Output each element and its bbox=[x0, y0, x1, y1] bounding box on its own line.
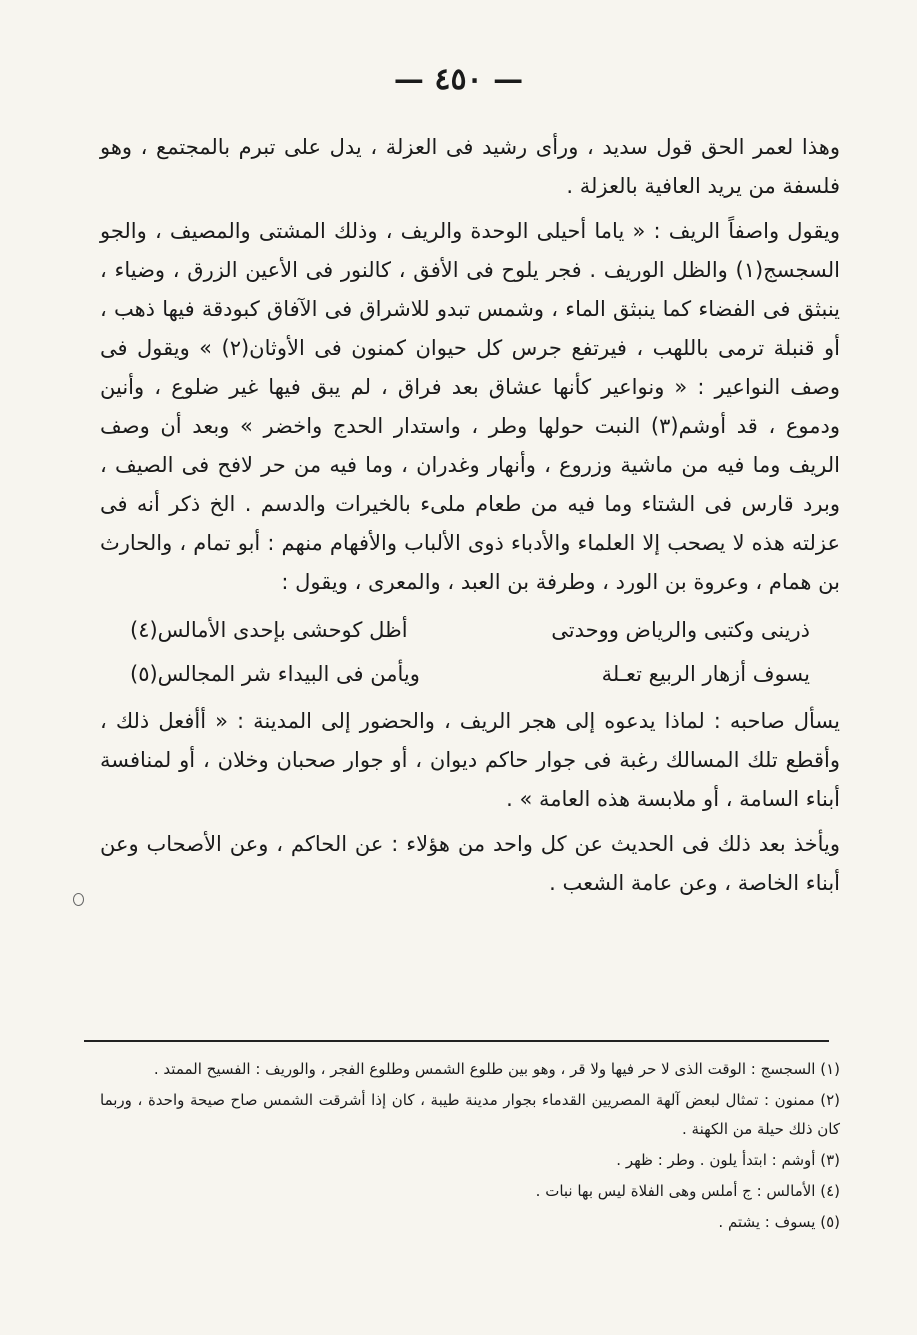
paragraph-3: يسأل صاحبه : لماذا يدعوه إلى هجر الريف ، والحضور إلى المدينة : « أأفعل ذلك ، وأقطع تلك المسالك رغبة فى جوار حاكم ديوان ، أو جوار صحبان وخلان ، أو لمنافسة أبناء السامة ، أو ملابسة هذه العامة » . bbox=[100, 709, 840, 811]
footnote-5: (٥) يسوف : يشتم . bbox=[718, 1213, 840, 1231]
page-number: — ٤٥٠ — bbox=[393, 62, 524, 97]
paragraph-1: وهذا لعمر الحق قول سديد ، ورأى رشيد فى العزلة ، يدل على تبرم بالمجتمع ، وهو فلسفة من يريد العافية بالعزلة . bbox=[100, 135, 840, 198]
paragraph-2: ويقول واصفاً الريف : « ياما أحيلى الوحدة والريف ، وذلك المشتى والمصيف ، والجو السجسج(١) والظل الوريف . فجر يلوح فى الأفق ، كالنور فى الأعين الزرق ، وضياء ، ينبثق فى الفضاء كما ينبثق الماء ، وشمس تبدو للاشراق فى الآفاق كبودقة فيها ذهب ، أو قنبلة ترمى باللهب ، فيرتفع جرس كل حيوان كمنون فى الأوثان(٢) » ويقول فى وصف النواعير : « ونواعير كأنها عشاق بعد فراق ، لم يبق فيها غير ضلوع ، وأنين ودموع ، قد أوشم(٣) النبت حولها وطر ، واستدار الحدج واخضر » وبعد أن وصف الريف وما فيه من ماشية وزروع ، وأنهار وغدران ، وما فيه من حر لافح فى الصيف ، وبرد قارس فى الشتاء وما فيه من طعام ملىء بالخيرات والدسم . الخ ذكر أنه فى عزلته هذه لا يصحب إلا العلماء والأدباء ذوى الألباب والأفهام منهم : أبو تمام ، والحارث بن همام ، وعروة بن الورد ، وطرفة بن العبد ، والمعرى ، ويقول : bbox=[100, 219, 841, 594]
footnotes bbox=[100, 1055, 840, 1239]
verse-1-second-hemistich: أظل كوحشى بإحدى الأمالس(٤) bbox=[130, 618, 408, 642]
poem-verses bbox=[130, 608, 810, 696]
verse-2-first-hemistich: يسوف أزهار الربيع تعـلة bbox=[601, 662, 810, 686]
paragraph-4: ويأخذ بعد ذلك فى الحديث عن كل واحد من هؤلاء : عن الحاكم ، وعن الأصحاب وعن أبناء الخاصة ، وعن عامة الشعب . bbox=[100, 832, 840, 895]
footnote-4: (٤) الأمالس : ج أملس وهى الفلاة ليس بها نبات . bbox=[535, 1182, 840, 1200]
scan-edge-mark bbox=[73, 893, 84, 906]
main-text bbox=[100, 128, 840, 903]
footnote-2: (٢) ممنون : تمثال لبعض آلهة المصريين القدماء بجوار مدينة طيبة ، كان إذا أشرقت الشمس صاح صيحة واحدة ، وربما كان ذلك حيلة من الكهنة . bbox=[100, 1091, 840, 1138]
verse-line-2 bbox=[130, 652, 810, 696]
footnote-divider bbox=[84, 1040, 829, 1042]
footnote-1: (١) السجسج : الوقت الذى لا حر فيها ولا قر ، وهو بين طلوع الشمس وطلوع الفجر ، والوريف : الفسيح الممتد . bbox=[153, 1060, 840, 1078]
verse-line-1 bbox=[130, 608, 810, 652]
verse-1-first-hemistich: ذرينى وكتبى والرياض ووحدتى bbox=[551, 618, 810, 642]
verse-2-second-hemistich: ويأمن فى البيداء شر المجالس(٥) bbox=[130, 662, 420, 686]
footnote-3: (٣) أوشم : ابتدأ يلون . وطر : ظهر . bbox=[616, 1151, 840, 1169]
